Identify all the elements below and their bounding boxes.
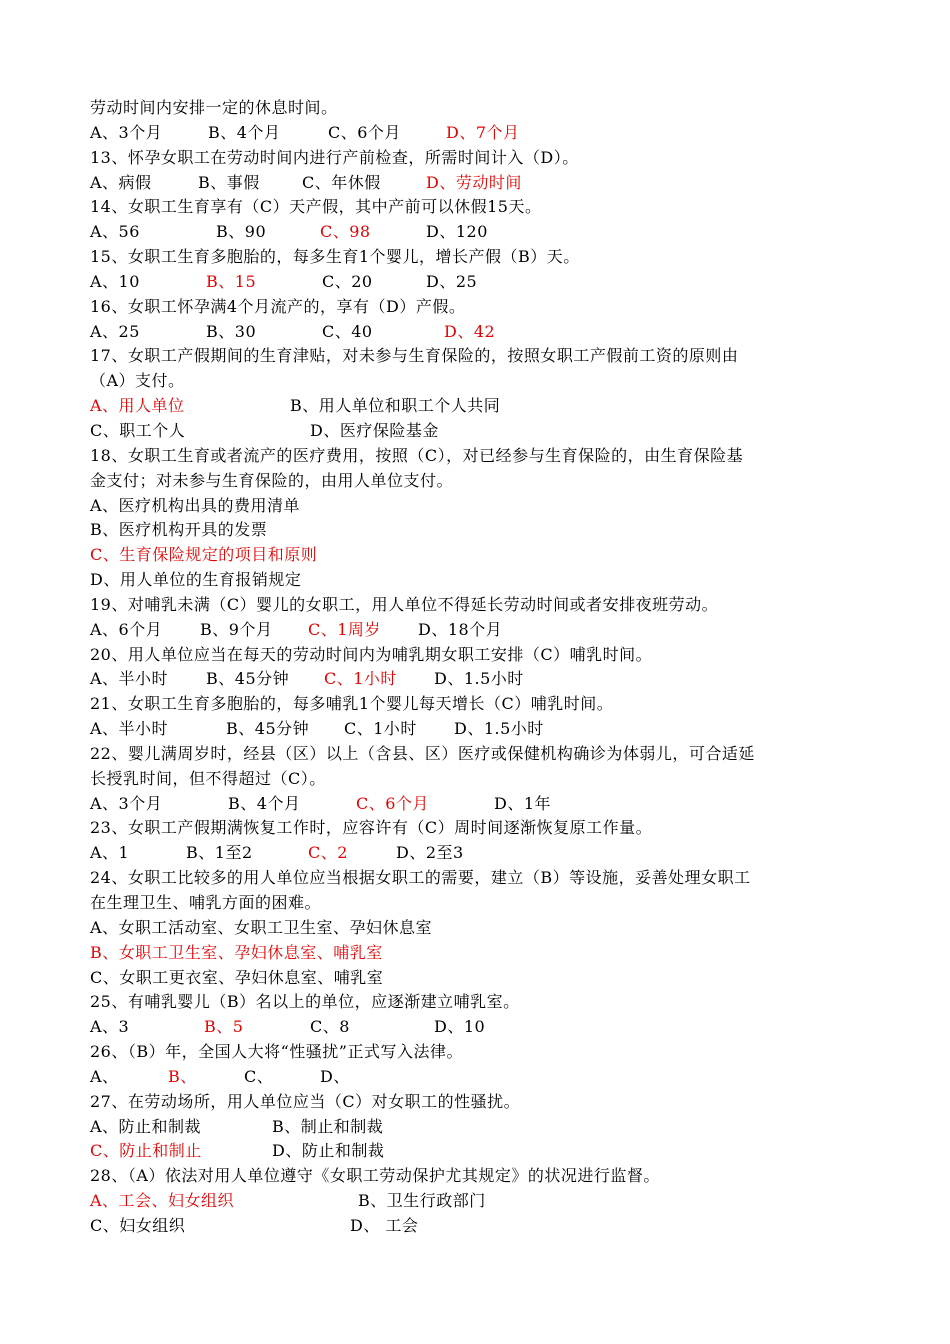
answer-options-line xyxy=(90,494,880,519)
correct-answer-option: B、女职工卫生室、孕妇休息室、哺乳室 xyxy=(90,942,383,962)
answer-option: A、 xyxy=(90,1066,119,1086)
question-text-line: 金支付；对未参与生育保险的，由用人单位支付。 xyxy=(90,470,454,490)
correct-answer-option: C、1小时 xyxy=(324,669,397,689)
question-text-line: 13、怀孕女职工在劳动时间内进行产前检查，所需时间计入（D）。 xyxy=(90,147,579,167)
answer-options-line xyxy=(90,916,880,941)
correct-answer-option: A、工会、妇女组织 xyxy=(90,1191,235,1211)
answer-option: C、6个月 xyxy=(328,122,401,142)
question-text-line: 15、女职工生育多胞胎的，每多生育1个婴儿，增长产假（B）天。 xyxy=(90,247,580,267)
answer-options-line xyxy=(90,618,880,643)
answer-option: A、半小时 xyxy=(90,719,169,739)
answer-option: C、8 xyxy=(310,1017,350,1037)
correct-answer-option: C、1周岁 xyxy=(308,619,381,639)
answer-option: A、女职工活动室、女职工卫生室、孕妇休息室 xyxy=(90,917,433,937)
answer-option: D、1年 xyxy=(494,793,552,813)
answer-options-line xyxy=(90,320,880,345)
answer-option: A、医疗机构出具的费用清单 xyxy=(90,495,301,515)
answer-option: B、45分钟 xyxy=(206,669,290,689)
correct-answer-option: C、6个月 xyxy=(356,793,429,813)
answer-options-line xyxy=(90,220,880,245)
question-text-line: 劳动时间内安排一定的休息时间。 xyxy=(90,98,338,117)
question-text-line: 21、女职工生育多胞胎的，每多哺乳1个婴儿每天增长（C）哺乳时间。 xyxy=(90,694,614,714)
answer-option: D、1.5小时 xyxy=(454,719,544,739)
question-text-line: 20、用人单位应当在每天的劳动时间内为哺乳期女职工安排（C）哺乳时间。 xyxy=(90,644,653,664)
answer-option: A、6个月 xyxy=(90,619,163,639)
correct-answer-option: C、防止和制止 xyxy=(90,1141,202,1161)
answer-options-line xyxy=(90,1139,880,1164)
question-text-line: 25、有哺乳婴儿（B）名以上的单位，应逐渐建立哺乳室。 xyxy=(90,992,520,1012)
answer-option: D、1.5小时 xyxy=(434,669,524,689)
answer-option: B、医疗机构开具的发票 xyxy=(90,520,268,540)
answer-options-line xyxy=(90,667,880,692)
question-text-line: 在生理卫生、哺乳方面的困难。 xyxy=(90,893,322,912)
answer-option: B、30 xyxy=(206,321,257,341)
answer-options-line xyxy=(90,1015,880,1040)
answer-option: B、45分钟 xyxy=(226,719,310,739)
answer-option: A、56 xyxy=(90,222,140,242)
answer-option: C、职工个人 xyxy=(90,420,186,440)
answer-option: D、120 xyxy=(426,222,488,242)
answer-option: A、3个月 xyxy=(90,793,163,813)
question-text-line: 23、女职工产假期满恢复工作时，应容许有（C）周时间逐渐恢复原工作量。 xyxy=(90,818,653,838)
answer-option: D、2至3 xyxy=(396,843,464,863)
answer-options-line xyxy=(90,792,880,817)
question-text-line: 17、女职工产假期间的生育津贴，对未参与生育保险的，按照女职工产假前工资的原则由 xyxy=(90,346,739,366)
question-text-line: 22、婴儿满周岁时，经县（区）以上（含县、区）医疗或保健机构确诊为体弱儿，可合适延 xyxy=(90,743,755,763)
answer-options-line xyxy=(90,568,880,593)
answer-option: D、防止和制裁 xyxy=(272,1141,385,1161)
answer-option: D、 xyxy=(320,1066,350,1086)
correct-answer-option: C、生育保险规定的项目和原则 xyxy=(90,545,318,565)
answer-option: B、事假 xyxy=(198,172,260,192)
answer-options-line xyxy=(90,1189,880,1214)
answer-option: B、90 xyxy=(216,222,267,242)
answer-option: D、10 xyxy=(434,1017,486,1037)
question-text-line: （A）支付。 xyxy=(90,371,185,391)
answer-option: D、医疗保险基金 xyxy=(310,420,439,440)
answer-option: A、3 xyxy=(90,1017,130,1037)
answer-options-line xyxy=(90,121,880,146)
answer-option: A、1 xyxy=(90,843,130,863)
answer-option: B、4个月 xyxy=(228,793,301,813)
answer-option: B、1至2 xyxy=(186,843,253,863)
answer-option: A、防止和制裁 xyxy=(90,1116,202,1136)
question-text-line: 长授乳时间，但不得超过（C）。 xyxy=(90,768,326,788)
answer-options-line xyxy=(90,543,880,568)
answer-options-line xyxy=(90,394,880,419)
answer-options-line xyxy=(90,941,880,966)
answer-options-line xyxy=(90,966,880,991)
answer-option: A、病假 xyxy=(90,172,152,192)
answer-option: C、1小时 xyxy=(344,719,417,739)
correct-answer-option: C、2 xyxy=(308,843,348,863)
answer-options-line xyxy=(90,270,880,295)
correct-answer-option: B、 xyxy=(168,1066,197,1086)
correct-answer-option: D、42 xyxy=(444,321,496,341)
question-text-line: 18、女职工生育或者流产的医疗费用，按照（C），对已经参与生育保险的，由生育保险基 xyxy=(90,445,744,465)
answer-option: D、 工会 xyxy=(350,1215,419,1235)
answer-option: C、20 xyxy=(322,271,373,291)
answer-options-line xyxy=(90,518,880,543)
answer-options-line xyxy=(90,171,880,196)
answer-option: B、卫生行政部门 xyxy=(358,1191,486,1211)
question-text-line: 27、在劳动场所，用人单位应当（C）对女职工的性骚扰。 xyxy=(90,1091,521,1111)
answer-option: B、用人单位和职工个人共同 xyxy=(290,396,501,416)
answer-option: D、25 xyxy=(426,271,478,291)
correct-answer-option: B、15 xyxy=(206,271,257,291)
answer-option: D、18个月 xyxy=(418,619,503,639)
answer-option: A、10 xyxy=(90,271,140,291)
answer-option: D、用人单位的生育报销规定 xyxy=(90,570,302,590)
answer-option: C、 xyxy=(244,1066,274,1086)
answer-option: B、9个月 xyxy=(200,619,273,639)
correct-answer-option: C、98 xyxy=(320,222,371,242)
question-text-line: 14、女职工生育享有（C）天产假，其中产前可以休假15天。 xyxy=(90,197,542,217)
answer-option: A、半小时 xyxy=(90,669,169,689)
correct-answer-option: B、5 xyxy=(204,1017,244,1037)
answer-option: C、妇女组织 xyxy=(90,1215,186,1235)
answer-option: C、40 xyxy=(322,321,373,341)
correct-answer-option: A、用人单位 xyxy=(90,396,185,416)
answer-options-line xyxy=(90,717,880,742)
answer-options-line xyxy=(90,1065,880,1090)
answer-option: B、制止和制裁 xyxy=(272,1116,384,1136)
answer-option: C、女职工更衣室、孕妇休息室、哺乳室 xyxy=(90,967,384,987)
correct-answer-option: D、劳动时间 xyxy=(426,172,522,192)
question-text-line: 16、女职工怀孕满4个月流产的，享有（D）产假。 xyxy=(90,296,466,316)
answer-options-line xyxy=(90,419,880,444)
answer-option: C、年休假 xyxy=(302,172,381,192)
answer-options-line xyxy=(90,1115,880,1140)
answer-option: A、3个月 xyxy=(90,122,163,142)
question-text-line: 24、女职工比较多的用人单位应当根据女职工的需要，建立（B）等设施，妥善处理女职工 xyxy=(90,868,751,888)
question-text-line: 28、（A）依法对用人单位遵守《女职工劳动保护尤其规定》的状况进行监督。 xyxy=(90,1166,660,1186)
question-text-line: 19、对哺乳未满（C）婴儿的女职工，用人单位不得延长劳动时间或者安排夜班劳动。 xyxy=(90,594,719,614)
question-text-line: 26、（B）年，全国人大将“性骚扰”正式写入法律。 xyxy=(90,1042,463,1062)
document-page xyxy=(90,96,880,1239)
correct-answer-option: D、7个月 xyxy=(446,122,520,142)
answer-options-line xyxy=(90,1214,880,1239)
answer-option: A、25 xyxy=(90,321,140,341)
answer-option: B、4个月 xyxy=(208,122,281,142)
answer-options-line xyxy=(90,841,880,866)
